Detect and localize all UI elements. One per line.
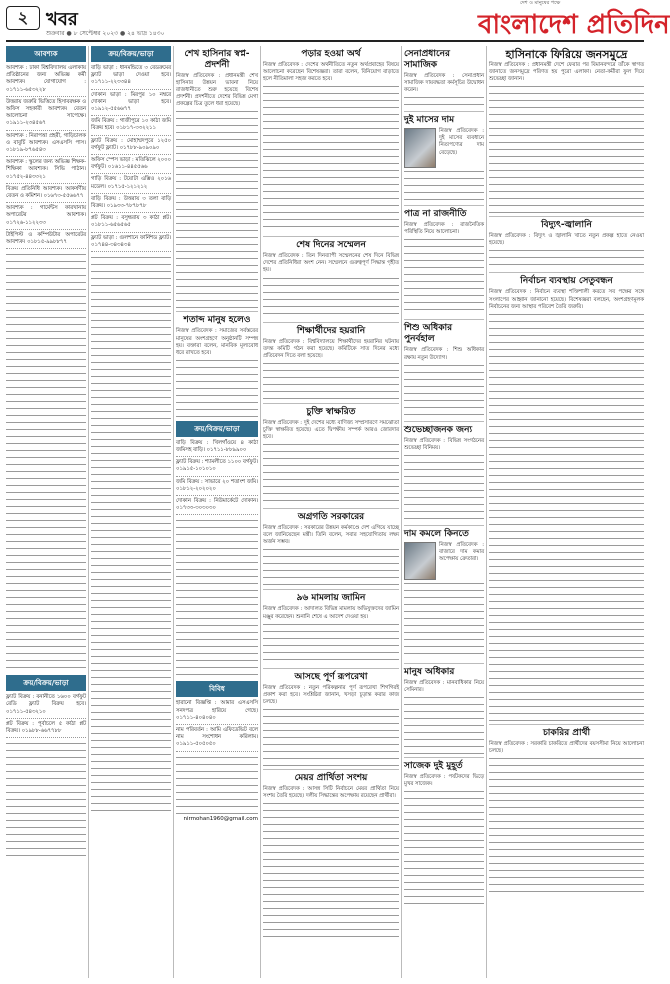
article-body: নিজস্ব প্রতিবেদক : নতুন পরিকল্পনার পূর্ণ রূপরেখা শিগগিরই প্রকাশ করা হবে। সংশ্লিষ্টরা জানান, খসড়া চূড়ান্ত করার কাজ চলছে।: [263, 684, 399, 705]
article-body: নিজস্ব প্রতিবেদক : দুই মাসের ব্যবধানে নিত্যপণ্যের দাম বেড়েছে।: [439, 128, 484, 156]
article-body: নিজস্ব প্রতিবেদক : আদালত বিভিন্ন মামলায় অভিযুক্তদের জামিন মঞ্জুর করেছেন। শুনানি শেষে এ আদেশ দেওয়া হয়।: [263, 606, 399, 620]
classified-text-block: [176, 754, 258, 814]
article-text-block: [404, 694, 484, 754]
classified-ad: নাম পরিবর্তন : আমি এফিডেভিট বলে নাম সংশোধন করিলাম। ০১৯১১-৫০৫০৫০: [176, 727, 258, 752]
article-headline: পড়ার হওয়া অর্থ: [301, 49, 361, 59]
classified-ad: বাড়ি বিক্রয় : খিলগাঁওয়ে ৪ কাঠা জমিসহ বাড়ি। ০১৭১১-৮৮৯৯০০: [176, 440, 258, 457]
classified-ad: আবশ্যক : ঢাকা বিশ্ববিদ্যালয় এলাকায় প্রতিষ্ঠানের জন্য অভিজ্ঞ কর্মী আবশ্যক। যোগাযোগ : ০১৭১১-৬৫৩২২৮: [6, 65, 86, 97]
article-text-block: [489, 83, 644, 213]
article-text-block: [263, 706, 399, 766]
article-headline: শিশু অধিকার পুনর্বহাল: [404, 323, 453, 345]
masthead-divider: [6, 40, 644, 42]
classified-ad: প্লট বিক্রয় : বসুন্ধরায় ৩ কাঠা প্লট। ০১৮১১-৬৫৬৫৬৫: [91, 215, 171, 232]
article-body: নিজস্ব প্রতিবেদক : দুই দেশের মধ্যে বাণিজ্য সম্প্রসারণে সমঝোতা চুক্তি স্বাক্ষরিত হয়েছে। এতে দ্বিপক্ষীয় সম্পর্ক আরও জোরদার হবে।: [263, 419, 399, 441]
article-body: নিজস্ব প্রতিবেদক : প্রধানমন্ত্রী দেশে ফেরার পর বিমানবন্দরে তাঁকে স্বাগত জানাতে জনসমুদ্রে পরিণত হয় পুরো এলাকা। নেতা-কর্মীরা ফুল দিয়ে শুভেচ্ছা জানান।: [489, 62, 644, 83]
article-text-block: [263, 441, 399, 505]
article-headline: বিদ্যুৎ-জ্বালানি: [541, 220, 592, 231]
article-body: নিজস্ব প্রতিবেদক : সরকারের উন্নয়ন কর্মকাণ্ডে দেশ এগিয়ে যাচ্ছে বলে জানিয়েছেন মন্ত্রী। তিনি বলেন, সবার সহযোগিতায় লক্ষ্য অর্জন সম্ভব।: [263, 525, 399, 546]
article-headline: মেয়র প্রার্থিতা সংশয়: [294, 772, 368, 783]
classified-ad: আবশ্যক : স্কুলের জন্য অভিজ্ঞ শিক্ষক-শিক্ষিকা আবশ্যক। সিভি পাঠান। ০১৭৫২-৪৪৩৩২১: [6, 159, 86, 184]
column-divider: [401, 46, 402, 978]
article-body: নিজস্ব প্রতিবেদক : বিভিন্ন সংগঠনের শুভেচ্ছা বিনিময়।: [404, 437, 484, 451]
classified-ad: ফ্ল্যাট বিক্রয় : শ্যামলীতে ১১০০ বর্গফুট। ০১৯১৫-১০১০১০: [176, 459, 258, 476]
article-text-block: [489, 247, 644, 269]
classified-header: বিবিধ: [176, 681, 258, 697]
dateline: শুক্রবার ● ৮ সেপ্টেম্বর ২০২৩ ● ২৪ ভাদ্র ১৪৩০: [46, 30, 165, 37]
article-text-block: [176, 108, 258, 308]
newspaper-logo: বাংলাদেশ প্রতিদিন: [478, 10, 670, 40]
article-headline: শুভেচ্ছাজনক জন্য: [404, 424, 473, 435]
article-body: নিজস্ব প্রতিবেদক : রাজনৈতিক পরিস্থিতি নিয়ে আলোচনা।: [404, 222, 484, 236]
classified-text-block: [91, 254, 171, 814]
classified-text-block: [176, 517, 258, 677]
contact-email: nirmohan1960@gmail.com: [183, 815, 258, 822]
article-text-block: [263, 83, 399, 233]
news-column-4: [263, 46, 399, 978]
classified-column-2: [91, 46, 171, 978]
article-body: নিজস্ব প্রতিবেদক : মানবাধিকার নিয়ে সেমিনার।: [404, 679, 484, 693]
article-text-block: [489, 755, 644, 895]
article-body: নিজস্ব প্রতিবেদক : নির্বাচন ব্যবস্থা শক্তিশালী করতে সব পক্ষের সঙ্গে সংলাপের আহ্বান জানানো হয়েছে। বিশেষজ্ঞরা বলছেন, অংশগ্রহণমূলক নির্বাচনের জন্য আস্থার পরিবেশ তৈরি জরুরি।: [489, 289, 644, 310]
classified-ad: বাড়ি বিক্রয় : উত্তরায় ৩ তলা বাড়ি বিক্রয়। ০১৯৩৩-৭৮৭৮৭৮: [91, 196, 171, 213]
article-body: নিজস্ব প্রতিবেদক : বিশ্ববিদ্যালয়ে শিক্ষার্থীদের হয়রানির ঘটনায় তদন্ত কমিটি গঠন করা হয়েছে। কমিটিকে সাত দিনের মধ্যে প্রতিবেদন দিতে বলা হয়েছে।: [263, 338, 399, 359]
classified-ad: বিক্রয় প্রতিনিধি আবশ্যক। আকর্ষণীয় বেতন ও কমিশন। ০১৬৭৩-৫৫৬৬৭৭: [6, 186, 86, 203]
article-text-block: [263, 800, 399, 940]
article-body: নিজস্ব প্রতিবেদক : সমাজের সর্বস্তরের মানুষের অংশগ্রহণে অনুষ্ঠানটি সম্পন্ন হয়। বক্তারা বলেন, মানবিক মূল্যবোধ ধরে রাখতে হবে।: [176, 328, 258, 356]
classified-header: ক্রয়/বিক্রয়/ভাড়া: [6, 675, 86, 691]
article-headline: মানুষ অধিকার: [404, 666, 455, 677]
classified-ad: আবশ্যক : নিরাপত্তা প্রহরী, গাড়িচালক ও বাবুর্চি আবশ্যক। এসএসসি পাস। ০১৮১৯-৮৭৬৫৪৩: [6, 133, 86, 158]
article-body: নিজস্ব প্রতিবেদক : বিদ্যুৎ ও জ্বালানি খাতে নতুন প্রকল্প হাতে নেওয়া হয়েছে।: [489, 233, 644, 247]
classified-ad: হারানো বিজ্ঞপ্তি : আমার এসএসসি সনদপত্র হারিয়ে গেছে। ০১৭১১-৪০৪০৪০: [176, 700, 258, 725]
column-divider: [260, 46, 261, 978]
column-divider: [486, 46, 487, 978]
article-body: নিজস্ব প্রতিবেদক : দেশের অর্থনীতিতে নতুন অর্থপ্রবাহের বিষয়ে আলোচনা করেছেন বিশেষজ্ঞরা। তারা বলেন, বিনিয়োগ বাড়াতে হলে নীতিমালা সহজ করতে হবে।: [263, 62, 399, 83]
column-divider: [88, 46, 89, 978]
article-text-block: [263, 275, 399, 319]
article-body: নিজস্ব প্রতিবেদক : সরকারি চাকরিতে প্রার্থীদের বয়সসীমা নিয়ে আলোচনা চলছে।: [489, 740, 644, 754]
article-text-block: [404, 362, 484, 418]
article-headline: নির্বাচন ব্যবস্থায় সেতুবন্ধন: [520, 276, 613, 287]
article-headline: আসছে পূর্ণ রূপরেখা: [294, 671, 368, 682]
article-text-block: [404, 452, 484, 522]
classified-ad: অফিস স্পেস ভাড়া : মতিঝিলে ২০০০ বর্গফুট। ০১৬১১-৪৪৫৫৬৬: [91, 157, 171, 174]
article-headline: অগ্রগতি সরকারের: [297, 512, 365, 523]
article-text-block: [404, 168, 484, 202]
article-text-block: [263, 360, 399, 400]
classified-ad: জমি বিক্রয় : গাজীপুরে ১০ কাঠা জমি বিক্রয় হবে। ০১৮১৭-৩৩২২১১: [91, 118, 171, 135]
news-photo: [404, 542, 436, 580]
article-text-block: [489, 311, 644, 721]
article-text-block: [263, 546, 399, 586]
brand-tagline: দেশ ও মানুষের পক্ষে: [520, 0, 561, 6]
article-body: নিজস্ব প্রতিবেদক : সেনাপ্রধান সামাজিক দায়বদ্ধতা কর্মসূচির উদ্বোধন করেন।: [404, 73, 484, 94]
article-headline: দুই মাসের দাম: [404, 115, 455, 126]
article-body: নিজস্ব প্রতিবেদক : তিন দিনব্যাপী সম্মেলনের শেষ দিনে বিভিন্ন দেশের প্রতিনিধিরা অংশ নেন। সম্মেলনে গুরুত্বপূর্ণ সিদ্ধান্ত গৃহীত হয়।: [263, 253, 399, 274]
article-text-block: [263, 621, 399, 665]
classified-ad: উত্তরায় জরুরি ভিত্তিতে হিসাবরক্ষক ও অফিস সহকারী আবশ্যক। বেতন আলোচনা সাপেক্ষে। ০১৯১১-২৩৪৫৬৭: [6, 99, 86, 131]
article-headline: সাজেক দুই মুহূর্ত: [404, 761, 463, 772]
article-text-block: [404, 788, 484, 908]
section-title: খবর: [46, 9, 78, 30]
article-body: নিজস্ব প্রতিবেদক : পর্যটকদের ভিড়ে মুখর সাজেক।: [404, 774, 484, 788]
classified-ad: ফ্ল্যাট ভাড়া : গুলশানে ফার্নিশড ফ্ল্যাট। ০১৭৪৪-৩৪৩৪৩৪: [91, 235, 171, 252]
article-headline: হাসিনাকে ফিরিয়ে জনসমুদ্রে: [505, 48, 628, 61]
classified-ad: জমি বিক্রয় : সাভারে ২০ শতাংশ জমি। ০১৮১২-২০২০২০: [176, 479, 258, 496]
news-column-5: [404, 46, 484, 978]
classified-ad: আবশ্যক : গার্মেন্টস কারখানায় অপারেটর আবশ্যক। ০১৭২৬-১১২২৩৩: [6, 205, 86, 230]
article-headline: ৯৬ মামলায় জামিন: [296, 593, 366, 604]
classified-ad: দোকান ভাড়া : মিরপুর ১০ নম্বরে দোকান ভাড়া হবে। ০১৯১২-৫৫৬৬৭৭: [91, 92, 171, 117]
article-headline: পাত্র না রাজনীতি: [404, 209, 467, 220]
article-body: নিজস্ব প্রতিবেদক : শিশু অধিকার রক্ষায় নতুন উদ্যোগ।: [404, 347, 484, 361]
article-headline: চুক্তি স্বাক্ষরিত: [306, 406, 356, 417]
news-column-6: [489, 46, 644, 978]
classified-list: [6, 65, 86, 249]
classified-header: ক্রয়/বিক্রয়/ভাড়া: [91, 46, 171, 62]
article-headline: দাম কমলে কিনতে: [404, 528, 469, 539]
article-body: নিজস্ব প্রতিবেদক : আসন্ন সিটি নির্বাচনে মেয়র প্রার্থিতা নিয়ে সংশয় তৈরি হয়েছে। দলীয় সিদ্ধান্তের অপেক্ষায় রয়েছেন প্রার্থীরা।: [263, 785, 399, 799]
classified-ad: ফ্ল্যাট বিক্রয় : মোহাম্মদপুরে ১২৫০ বর্গফুট ফ্ল্যাট। ০১৭৮৮-৯০৯০৯০: [91, 138, 171, 155]
news-photo: [404, 128, 436, 168]
news-column-3: [176, 46, 258, 978]
article-text-block: [404, 580, 484, 660]
article-headline: শেষ দিনের সম্মেলন: [296, 240, 366, 251]
classified-ad: গাড়ি বিক্রয় : টয়োটা এক্সিও ২০১৬ মডেল। ০১৭১৫-১২১২১২: [91, 176, 171, 193]
classified-column-1: [6, 46, 86, 978]
article-headline: শেখ হাসিনার স্বপ্ন-প্রদর্শনী: [184, 49, 250, 70]
page-number: ২: [6, 6, 40, 30]
classified-header: আবশ্যক: [6, 46, 86, 62]
article-headline: সেনাপ্রধানের সামাজিক: [404, 49, 450, 70]
article-text-block: [176, 357, 258, 417]
article-headline: চাকরির প্রার্থী: [542, 727, 591, 738]
classified-ad: দোকান বিক্রয় : নিউমার্কেটে দোকান। ০১৭৩৩-৩০৩০৩০: [176, 498, 258, 515]
classified-text-block: [6, 740, 86, 860]
article-headline: শতাব্দ মানুষ হলেও: [183, 315, 251, 326]
classified-ad: টাইপিস্ট ও কম্পিউটার অপারেটর আবশ্যক। ০১৮১৫-৯৯৮৮৭৭: [6, 232, 86, 249]
column-divider: [173, 46, 174, 978]
article-text-block: [404, 236, 484, 316]
article-text-block: [404, 94, 484, 108]
article-headline: শিক্ষার্থীদের হয়রানি: [296, 325, 366, 336]
classified-ad: ফ্ল্যাট বিক্রয় : বনানীতে ১৬০০ বর্গফুট রেডি ফ্ল্যাট বিক্রয় হবে। ০১৭১১-৫৪৩২১০: [6, 694, 86, 719]
classified-ad: প্লট বিক্রয় : পূর্বাচলে ৫ কাঠা প্লট বিক্রয়। ০১৯৮৮-৬৬৭৭৮৮: [6, 721, 86, 738]
article-body: নিজস্ব প্রতিবেদক : প্রধানমন্ত্রী শেখ হাসিনার উন্নয়ন ভাবনা নিয়ে রাজধানীতে শুরু হয়েছে বিশেষ প্রদর্শনী। প্রদর্শনীতে দেশের বিভিন্ন মেগা প্রকল্পের চিত্র তুলে ধরা হয়েছে।: [176, 73, 258, 108]
article-body: নিজস্ব প্রতিবেদক : বাজারে দাম কমার অপেক্ষায় ক্রেতারা।: [439, 541, 484, 563]
classified-header: ক্রয়/বিক্রয়/ভাড়া: [176, 421, 258, 437]
classified-ad: বাড়ি ভাড়া : ধানমন্ডিতে ৩ বেডরুমের ফ্ল্যাট ভাড়া দেওয়া হবে। ০১৭১১-২২৩৩৪৪: [91, 65, 171, 90]
classified-text-block: [6, 251, 86, 671]
